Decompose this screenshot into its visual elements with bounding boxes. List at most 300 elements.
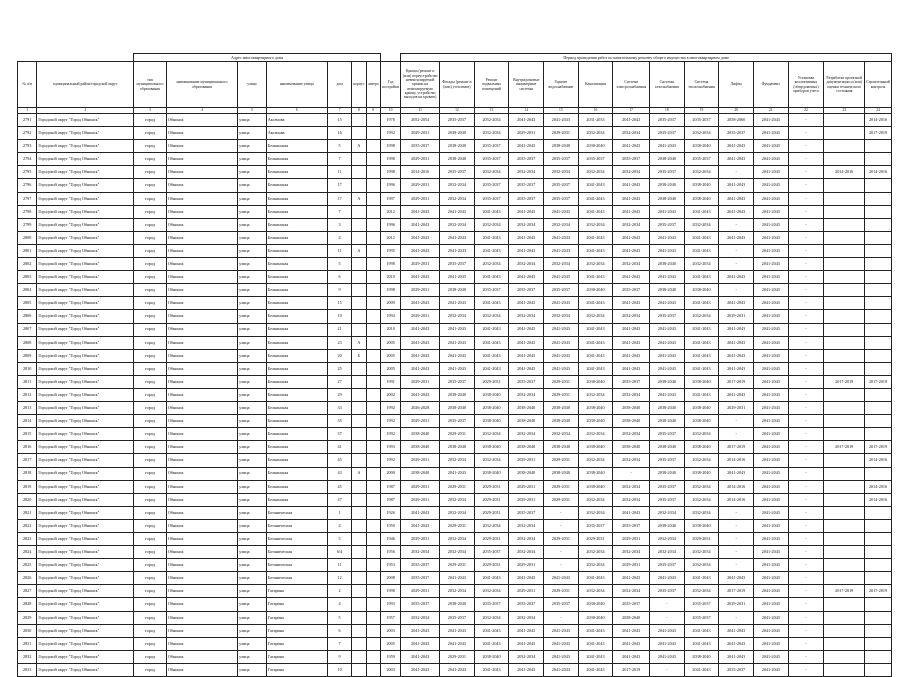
table-cell: 2029-2031 [474, 533, 509, 546]
table-cell: 2041-2043 [650, 297, 685, 310]
table-cell: город [134, 519, 167, 532]
table-cell: 2041-2043 [650, 271, 685, 284]
table-cell: 2041-2043 [753, 598, 788, 611]
column-number: 2 [37, 108, 134, 114]
table-cell: Ботаническая [266, 559, 327, 572]
table-cell: 2041-2043 [401, 637, 440, 650]
table-cell [366, 506, 380, 519]
table-cell [366, 323, 380, 336]
table-cell: 2041-2043 [474, 271, 509, 284]
table-cell: 2035-2037 [474, 179, 509, 192]
table-cell: город [134, 585, 167, 598]
column-number: 10 [380, 108, 400, 114]
table-cell: 2041-2043 [753, 546, 788, 559]
table-cell: 2035-2037 [544, 284, 579, 297]
table-cell: улица [238, 519, 267, 532]
table-cell: 2038-2040 [474, 650, 509, 663]
table-cell: 2029-2031 [509, 454, 544, 467]
table-cell: Городской округ "Город Обнинск" [37, 271, 134, 284]
table-cell [366, 218, 380, 231]
table-cell: город [134, 349, 167, 362]
table-cell: 2035-2037 [578, 153, 613, 166]
table-cell: 2041-2043 [509, 271, 544, 284]
table-cell: 5 [327, 533, 351, 546]
table-cell: - [788, 192, 824, 205]
table-cell: А [352, 140, 366, 153]
table-cell [824, 192, 865, 205]
table-cell: город [134, 127, 167, 140]
table-cell [824, 519, 865, 532]
table-cell [824, 663, 865, 676]
table-cell: 2029-2031 [509, 585, 544, 598]
column-number: 14 [509, 108, 544, 114]
table-cell: 2009 [380, 297, 400, 310]
table-cell: 5 [327, 140, 351, 153]
table-cell: 2005 [380, 637, 400, 650]
table-cell: 2817 [18, 454, 37, 467]
table-cell: Белкинская [266, 336, 327, 349]
table-cell: 2032-2034 [578, 127, 613, 140]
table-row [18, 428, 892, 441]
table-cell: 2041-2043 [544, 114, 579, 127]
table-cell: город [134, 179, 167, 192]
table-cell: 2821 [18, 506, 37, 519]
table-cell: 2041-2043 [684, 297, 719, 310]
table-cell: 2032-2034 [650, 546, 685, 559]
table-cell: город [134, 441, 167, 454]
table-cell: 2829 [18, 611, 37, 624]
table-cell: 2041-2043 [440, 271, 475, 284]
table-cell: Городской округ "Город Обнинск" [37, 323, 134, 336]
table-cell: улица [238, 205, 267, 218]
table-cell: Обнинск [166, 271, 237, 284]
column-header: Разработка проектной документации и (или) оценки технического состояния [824, 62, 865, 108]
table-cell: 2041-2043 [440, 349, 475, 362]
table-cell [824, 480, 865, 493]
table-cell: 2041-2043 [613, 271, 650, 284]
table-cell: 2041-2043 [509, 336, 544, 349]
table-cell: Белкинская [266, 231, 327, 244]
table-cell: Ботаническая [266, 519, 327, 532]
table-cell [824, 323, 865, 336]
table-cell: 2041-2043 [684, 231, 719, 244]
table-cell: 2029-2031 [544, 585, 579, 598]
table-cell: 2029-2031 [474, 559, 509, 572]
table-row [18, 624, 892, 637]
table-cell: 16 [327, 127, 351, 140]
table-cell: 2041-2043 [753, 258, 788, 271]
table-cell [352, 388, 366, 401]
table-cell: 2041-2043 [401, 218, 440, 231]
table-cell: - [788, 375, 824, 388]
table-cell: 2041-2043 [650, 140, 685, 153]
table-cell: 2032-2034 [578, 493, 613, 506]
table-cell: улица [238, 480, 267, 493]
table-cell: 2035-2037 [509, 598, 544, 611]
table-cell: 2014-2016 [865, 114, 892, 127]
table-cell: 1946 [380, 533, 400, 546]
table-cell: 2035-2037 [650, 310, 685, 323]
table-cell: 1957 [380, 611, 400, 624]
table-cell: 2029-2031 [684, 533, 719, 546]
table-cell: Обнинск [166, 244, 237, 257]
table-cell: 2032-2034 [613, 258, 650, 271]
table-cell: 2012 [380, 231, 400, 244]
table-cell [366, 519, 380, 532]
table-cell: 2029-2031 [401, 284, 440, 297]
table-cell: 2029-2031 [474, 493, 509, 506]
table-cell [824, 650, 865, 663]
table-cell: город [134, 192, 167, 205]
table-cell: Ботаническая [266, 572, 327, 585]
table-cell [824, 362, 865, 375]
table-cell: улица [238, 467, 267, 480]
column-header: Ремонт подвальных помещений [474, 62, 509, 108]
table-cell: 2041-2043 [753, 114, 788, 127]
column-number: 16 [578, 108, 613, 114]
table-cell: 2041-2043 [613, 297, 650, 310]
table-cell [865, 205, 892, 218]
table-cell: 2012 [380, 205, 400, 218]
table-cell: 2032-2034 [474, 258, 509, 271]
table-cell: 1998 [380, 153, 400, 166]
table-cell: 2038-2040 [684, 192, 719, 205]
table-cell: 2035-2037 [544, 179, 579, 192]
column-number: 17 [613, 108, 650, 114]
table-cell: улица [238, 546, 267, 559]
table-cell: 2032-2034 [578, 166, 613, 179]
table-cell: 2032-2034 [650, 533, 685, 546]
column-header: № п/п [18, 62, 37, 108]
table-cell: 2032-2034 [440, 506, 475, 519]
table-cell: 2041-2043 [578, 336, 613, 349]
table-cell: 2029-2031 [544, 388, 579, 401]
table-cell: 2029-2031 [440, 519, 475, 532]
table-cell [352, 598, 366, 611]
table-cell: 2029-2031 [544, 480, 579, 493]
table-cell: 2029-2031 [509, 559, 544, 572]
table-cell: Белкинская [266, 375, 327, 388]
table-cell: 2029-2031 [509, 493, 544, 506]
table-cell: - [788, 153, 824, 166]
table-cell: 2035-2037 [578, 519, 613, 532]
table-cell: 2041-2043 [753, 140, 788, 153]
table-cell: - [788, 559, 824, 572]
table-cell: Белкинская [266, 297, 327, 310]
column-number: 18 [650, 108, 685, 114]
table-cell: 35 [327, 415, 351, 428]
table-cell: Городской округ "Город Обнинск" [37, 218, 134, 231]
table-cell: 4 [327, 231, 351, 244]
table-cell: 2799 [18, 218, 37, 231]
table-cell [366, 467, 380, 480]
table-cell: 2041-2043 [474, 231, 509, 244]
table-cell: Городской округ "Город Обнинск" [37, 611, 134, 624]
table-cell: Обнинск [166, 441, 237, 454]
table-cell: 2035-2037 [650, 218, 685, 231]
table-cell: - [788, 480, 824, 493]
table-cell: 2041-2043 [753, 402, 788, 415]
table-cell: 2041-2043 [684, 572, 719, 585]
table-cell: 2035-2037 [544, 598, 579, 611]
column-number: 6 [266, 108, 327, 114]
table-cell: 2041-2043 [650, 637, 685, 650]
table-cell: 7 [327, 637, 351, 650]
table-cell [824, 546, 865, 559]
table-cell: - [788, 349, 824, 362]
table-cell: 2041-2043 [613, 572, 650, 585]
table-cell: 2041-2043 [401, 362, 440, 375]
table-cell [865, 231, 892, 244]
table-cell: 2041-2043 [474, 362, 509, 375]
table-cell: - [788, 650, 824, 663]
table-cell: 2041-2043 [544, 244, 579, 257]
table-cell [865, 428, 892, 441]
table-cell [352, 402, 366, 415]
table-cell: 2041-2043 [401, 624, 440, 637]
table-cell: 2032-2034 [474, 428, 509, 441]
table-cell: Обнинск [166, 310, 237, 323]
table-row [18, 310, 892, 323]
table-cell: 2032-2034 [544, 428, 579, 441]
table-cell: 1992 [380, 402, 400, 415]
table-cell: 2041-2043 [474, 297, 509, 310]
table-cell [366, 611, 380, 624]
table-cell: 2041-2043 [578, 663, 613, 676]
table-cell: 1995 [380, 244, 400, 257]
table-cell: 2029-2031 [509, 127, 544, 140]
table-cell: Городской округ "Город Обнинск" [37, 415, 134, 428]
table-cell: 2038-2040 [684, 179, 719, 192]
table-cell: 2041-2043 [753, 585, 788, 598]
table-cell: 2032-2034 [613, 166, 650, 179]
table-cell: 2805 [18, 297, 37, 310]
table-cell [865, 624, 892, 637]
table-cell: 2041-2043 [753, 428, 788, 441]
table-cell: 1992 [380, 428, 400, 441]
table-cell: - [788, 140, 824, 153]
table-cell: 2038-2040 [613, 441, 650, 454]
table-cell: 2032-2034 [440, 493, 475, 506]
table-cell: 2041-2043 [544, 271, 579, 284]
table-cell: 2010 [380, 271, 400, 284]
table-cell: Городской округ "Город Обнинск" [37, 493, 134, 506]
table-cell: 2041-2043 [474, 349, 509, 362]
column-header: Фундамент [753, 62, 788, 108]
table-cell: 2032-2034 [684, 480, 719, 493]
table-cell: Городской округ "Город Обнинск" [37, 388, 134, 401]
table-cell: Белкинская [266, 402, 327, 415]
table-cell: 2029-2031 [474, 506, 509, 519]
table-cell: 2041-2043 [753, 205, 788, 218]
table-cell: 2003 [380, 624, 400, 637]
table-cell: Белкинская [266, 218, 327, 231]
table-cell [366, 258, 380, 271]
table-row [18, 650, 892, 663]
table-row [18, 480, 892, 493]
column-number: 1 [18, 108, 37, 114]
column-number: 12 [440, 108, 475, 114]
table-cell: 2041-2043 [650, 231, 685, 244]
table-cell: 2029-2031 [474, 375, 509, 388]
table-cell: Обнинск [166, 218, 237, 231]
table-cell: 2041-2043 [650, 323, 685, 336]
table-cell: 2041-2043 [753, 467, 788, 480]
column-header: Год постройки [380, 62, 400, 108]
table-row [18, 179, 892, 192]
table-cell: 10 [327, 663, 351, 676]
table-cell: - [788, 598, 824, 611]
table-cell: 2038-2040 [440, 441, 475, 454]
table-cell: 2825 [18, 559, 37, 572]
table-cell: 11 [327, 166, 351, 179]
table-cell [865, 271, 892, 284]
table-cell: 2041-2043 [474, 572, 509, 585]
table-row [18, 271, 892, 284]
table-cell: 2038-2040 [440, 140, 475, 153]
table-cell: 2041-2043 [753, 493, 788, 506]
table-cell: 2014-2016 [865, 493, 892, 506]
table-cell: 2038-2040 [684, 519, 719, 532]
table-cell [865, 179, 892, 192]
table-cell: 2035-2037 [440, 114, 475, 127]
table-cell: А [352, 244, 366, 257]
table-cell [865, 650, 892, 663]
table-cell: 2014-2016 [719, 493, 754, 506]
table-cell: 2041-2043 [753, 362, 788, 375]
table-cell: 2041-2043 [544, 336, 579, 349]
table-cell: - [788, 179, 824, 192]
table-cell [824, 611, 865, 624]
table-cell: - [788, 231, 824, 244]
table-cell: 2035-2037 [684, 611, 719, 624]
table-cell: - [719, 519, 754, 532]
table-cell: Белкинская [266, 323, 327, 336]
table-cell: город [134, 284, 167, 297]
column-number: 11 [401, 108, 440, 114]
table-cell: 2038-2040 [650, 179, 685, 192]
table-cell: 2029-2031 [578, 533, 613, 546]
table-cell: 2041-2043 [650, 244, 685, 257]
table-cell: 2032-2034 [509, 611, 544, 624]
table-cell: 2035-2037 [613, 598, 650, 611]
table-cell: 2035-2037 [440, 375, 475, 388]
table-cell [366, 493, 380, 506]
table-cell: 27 [327, 375, 351, 388]
table-cell: Обнинск [166, 192, 237, 205]
table-cell: Ботаническая [266, 533, 327, 546]
table-cell: Ботаническая [266, 506, 327, 519]
table-cell: 2003 [380, 663, 400, 676]
table-cell: 2041-2043 [544, 663, 579, 676]
table-cell: 2032-2034 [684, 493, 719, 506]
table-cell: Белкинская [266, 153, 327, 166]
table-cell [366, 114, 380, 127]
table-cell: 2041-2043 [509, 231, 544, 244]
table-cell: 2041-2043 [613, 650, 650, 663]
table-cell: улица [238, 179, 267, 192]
table-cell: - [788, 624, 824, 637]
table-cell [366, 480, 380, 493]
table-cell: 2038-2040 [684, 284, 719, 297]
table-cell: улица [238, 297, 267, 310]
table-cell: 2041-2043 [753, 415, 788, 428]
table-cell: 2041-2043 [578, 244, 613, 257]
table-row [18, 349, 892, 362]
table-cell: 2041-2043 [753, 336, 788, 349]
table-cell: 2041-2043 [578, 179, 613, 192]
table-cell: улица [238, 166, 267, 179]
table-cell [366, 192, 380, 205]
table-cell [352, 624, 366, 637]
table-cell: 2038-2040 [509, 402, 544, 415]
table-cell: 2041-2043 [474, 637, 509, 650]
table-row [18, 402, 892, 415]
table-cell: 2035-2037 [509, 192, 544, 205]
table-cell: 2032-2034 [613, 428, 650, 441]
table-cell: 23 [327, 336, 351, 349]
table-cell: 2041-2043 [440, 624, 475, 637]
table-cell: 1998 [380, 166, 400, 179]
table-cell: - [544, 506, 579, 519]
table-cell: - [719, 284, 754, 297]
table-cell [366, 559, 380, 572]
table-cell: город [134, 114, 167, 127]
table-cell: 2038-2040 [474, 441, 509, 454]
table-cell: 2029-2031 [401, 127, 440, 140]
column-number: 20 [719, 108, 754, 114]
table-cell: 2041-2043 [401, 231, 440, 244]
table-cell [366, 415, 380, 428]
table-cell: 2811 [18, 375, 37, 388]
table-cell [824, 388, 865, 401]
table-cell: 2041-2043 [544, 349, 579, 362]
table-cell: 2041-2043 [753, 533, 788, 546]
table-cell: Белкинская [266, 284, 327, 297]
table-cell: город [134, 153, 167, 166]
table-cell: 2029-2031 [719, 598, 754, 611]
table-cell: - [788, 336, 824, 349]
table-cell: 2032-2034 [613, 127, 650, 140]
table-cell: Аксенова [266, 114, 327, 127]
table-cell: 2038-2040 [684, 650, 719, 663]
table-cell: 2035-2037 [401, 572, 440, 585]
table-cell: 2041-2043 [401, 336, 440, 349]
table-cell: Городской округ "Город Обнинск" [37, 480, 134, 493]
table-cell: 9 [327, 650, 351, 663]
table-cell [824, 533, 865, 546]
table-cell: Городской округ "Город Обнинск" [37, 559, 134, 572]
table-cell: улица [238, 624, 267, 637]
table-cell [865, 336, 892, 349]
table-cell [865, 244, 892, 257]
table-cell: 2796 [18, 179, 37, 192]
table-cell [352, 153, 366, 166]
table-cell: 2041-2043 [753, 349, 788, 362]
table-cell [352, 454, 366, 467]
table-cell: 2032-2034 [578, 559, 613, 572]
table-cell: 1992 [380, 454, 400, 467]
table-row [18, 323, 892, 336]
table-cell: 2032-2034 [509, 546, 544, 559]
table-cell: 2041-2043 [753, 388, 788, 401]
table-cell [824, 454, 865, 467]
table-cell: Белкинская [266, 205, 327, 218]
table-cell [352, 493, 366, 506]
table-cell: - [613, 467, 650, 480]
table-cell: Белкинская [266, 140, 327, 153]
table-cell: город [134, 336, 167, 349]
